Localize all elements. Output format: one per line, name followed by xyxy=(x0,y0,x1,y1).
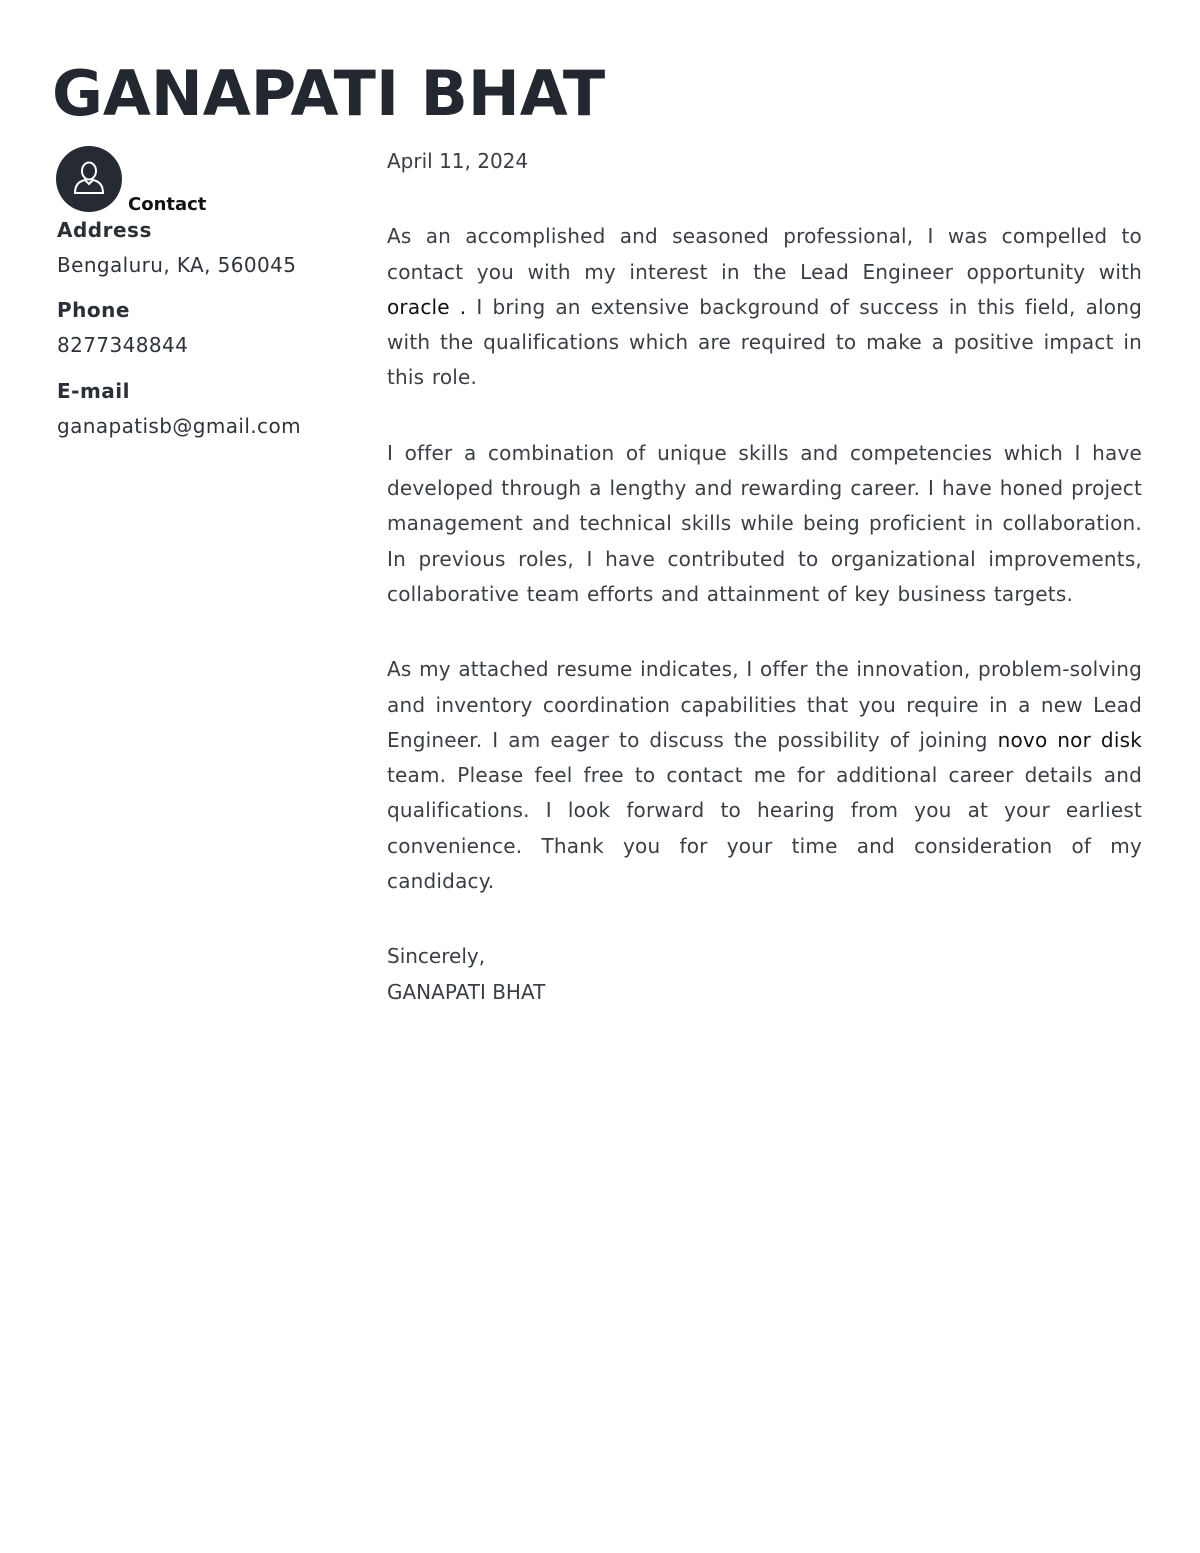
company-name: oracle . xyxy=(387,294,467,319)
email-label: E-mail xyxy=(57,379,131,403)
email-value: ganapatisb@gmail.com xyxy=(57,414,301,438)
paragraph-skills: I offer a combination of unique skills and competencies which I have developed through a lengthy and rewarding career. I have honed project management and technical skills while being proficient in collaboration. In previous roles, I have contributed to organizational improvements, collaborative team efforts and attainment of key business targets. xyxy=(387,440,1142,606)
address-value: Bengaluru, KA, 560045 xyxy=(57,253,297,277)
signature-name: GANAPATI BHAT xyxy=(387,979,546,1004)
person-icon xyxy=(69,157,109,201)
letter-body xyxy=(387,144,1142,1010)
phone-value: 8277348844 xyxy=(57,333,189,357)
paragraph-intro xyxy=(387,219,1142,395)
paragraph-closing xyxy=(387,652,1142,899)
contact-heading: Contact xyxy=(128,194,207,215)
paragraph-closing-text-1: As my attached resume indicates, I offer the innovation, problem-solving and inventory coordination capabilities that you require in a new Lead Engineer. I am eager to discuss the possibility of joining xyxy=(387,657,1142,752)
target-team-name: novo nor disk xyxy=(997,727,1142,752)
paragraph-closing-text-2: team. Please feel free to contact me for additional career details and qualifications. I look forward to hearing from you at your earliest convenience. Thank you for your time and consideration of my candidacy. xyxy=(387,763,1142,894)
closing-salutation: Sincerely, xyxy=(387,944,486,969)
avatar xyxy=(56,146,122,212)
phone-label: Phone xyxy=(57,298,130,322)
paragraph-intro-text-2: I bring an extensive background of success in this field, along with the qualifications which are required to make a positive impact in this role. xyxy=(387,294,1142,390)
letter-date: April 11, 2024 xyxy=(387,149,529,173)
applicant-name: GANAPATI BHAT xyxy=(52,57,606,130)
address-label: Address xyxy=(57,218,152,242)
paragraph-intro-text-1: As an accomplished and seasoned professional, I was compelled to contact you with my interest in the Lead Engineer opportunity with xyxy=(387,224,1142,284)
